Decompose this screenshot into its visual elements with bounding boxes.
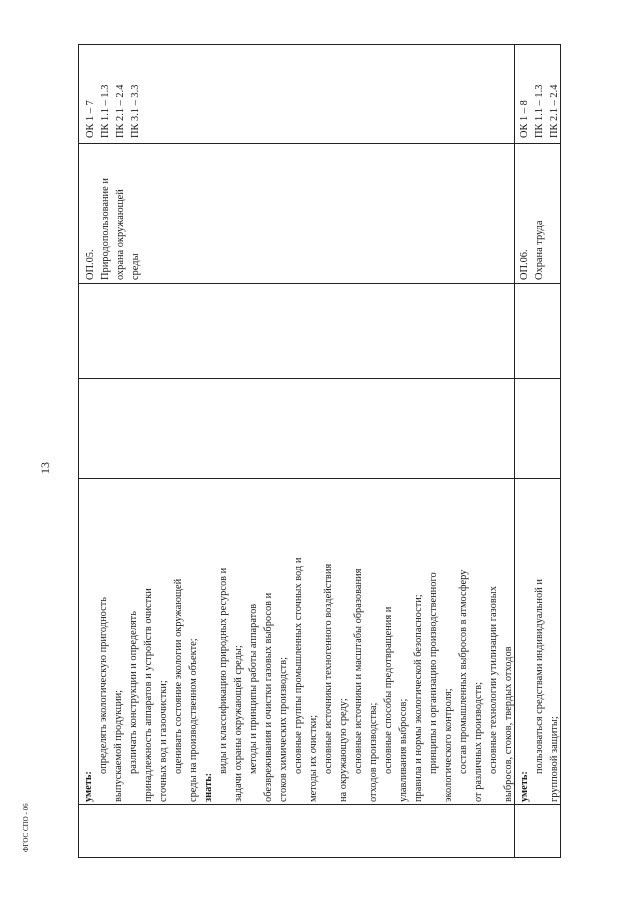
knowledge-line: обезвреживания и очистки газовых выбросов и xyxy=(263,592,274,802)
column-separator-3 xyxy=(78,378,561,379)
competency-line: ПК 2.1 – 2.4 xyxy=(549,84,560,138)
skill-line: групповой защиты; xyxy=(549,716,560,802)
column-separator-skills xyxy=(78,804,561,805)
table-border-left xyxy=(78,44,79,858)
competency-line: ПК 3.1 – 3.3 xyxy=(130,84,141,138)
discipline-name-line: охрана окружающей xyxy=(115,189,126,280)
knowledge-line: принципы и организацию производственного xyxy=(428,572,439,774)
skills-heading: уметь: xyxy=(519,771,530,802)
knowledge-line: состав промышленных выбросов в атмосферу xyxy=(458,569,469,774)
competency-line: ПК 2.1 – 2.4 xyxy=(115,84,126,138)
knowledge-line: виды и классификацию природных ресурсов и xyxy=(218,567,229,774)
competency-line: ПК 1.1 – 1.3 xyxy=(100,84,111,138)
competency-line: ОК 1 – 8 xyxy=(519,100,530,138)
knowledge-line: основные технологии утилизации газовых xyxy=(488,586,499,774)
skill-line: пользоваться средствами индивидуальной и xyxy=(534,579,545,774)
knowledge-line: экологического контроля; xyxy=(443,688,454,802)
knowledge-line: методы их очистки; xyxy=(308,714,319,802)
knowledge-line: основные способы предотвращения и xyxy=(383,606,394,774)
row2-discipline-cell xyxy=(518,146,548,280)
skill-line: различать конструкции и определять xyxy=(128,611,139,774)
discipline-name-line: Природопользование и xyxy=(100,178,111,280)
row1-skills-cell xyxy=(82,482,512,802)
knowledge-line: стоков химических производств; xyxy=(278,656,289,802)
table-border-top xyxy=(78,44,561,45)
column-separator-discipline xyxy=(78,283,561,284)
competency-line: ОК 1 – 7 xyxy=(85,100,96,138)
footer-code: ФГОС СПО - 06 xyxy=(22,803,30,852)
knowledge-line: основные группы промышленных сточных вод и xyxy=(293,557,304,774)
skill-line: оценивать состояние экологии окружающей xyxy=(173,578,184,774)
knowledge-line: методы и принципы работы аппаратов xyxy=(248,603,259,774)
skill-line: определять экологическую пригодность xyxy=(98,597,109,774)
table-border-bottom xyxy=(78,857,561,858)
knowledge-line: отходов производства; xyxy=(368,702,379,802)
skill-line: принадлежность аппаратов и устройств очистки xyxy=(143,588,154,802)
row1-discipline-cell xyxy=(84,146,144,280)
column-separator-4 xyxy=(78,478,561,479)
row2-skills-cell xyxy=(518,482,562,802)
discipline-name-line: среды xyxy=(130,253,141,280)
knowledge-line: выбросов, стоков, твердых отходов xyxy=(503,646,514,802)
knowledge-line: правила и нормы экологической безопасности; xyxy=(413,594,424,802)
skill-line: сточных вод и газоочистки; xyxy=(158,680,169,802)
discipline-name-line: Охрана труда xyxy=(534,220,545,280)
page-number: 13 xyxy=(38,462,52,474)
skill-line: выпускаемой продукции; xyxy=(113,689,124,802)
skills-heading: уметь: xyxy=(83,771,94,802)
knowledge-line: от различных производств; xyxy=(473,682,484,802)
row1-competency-cell xyxy=(84,48,144,138)
column-separator-competency xyxy=(78,143,561,144)
row2-competency-cell xyxy=(518,48,562,138)
discipline-code: ОП.06. xyxy=(519,249,530,280)
knowledge-line: улавливания выбросов; xyxy=(398,698,409,802)
knowledge-line: основные источники и масштабы образования xyxy=(353,568,364,774)
knowledge-line: задачи охраны окружающей среды; xyxy=(233,645,244,802)
knowledge-line: основные источники техногенного воздействия xyxy=(323,563,334,774)
skill-line: среды на производственном объекте; xyxy=(188,638,199,802)
competency-line: ПК 1.1 – 1.3 xyxy=(534,84,545,138)
discipline-code: ОП.05. xyxy=(85,249,96,280)
knowledge-line: на окружающую среду; xyxy=(338,698,349,802)
knowledge-heading: знать: xyxy=(203,772,214,802)
